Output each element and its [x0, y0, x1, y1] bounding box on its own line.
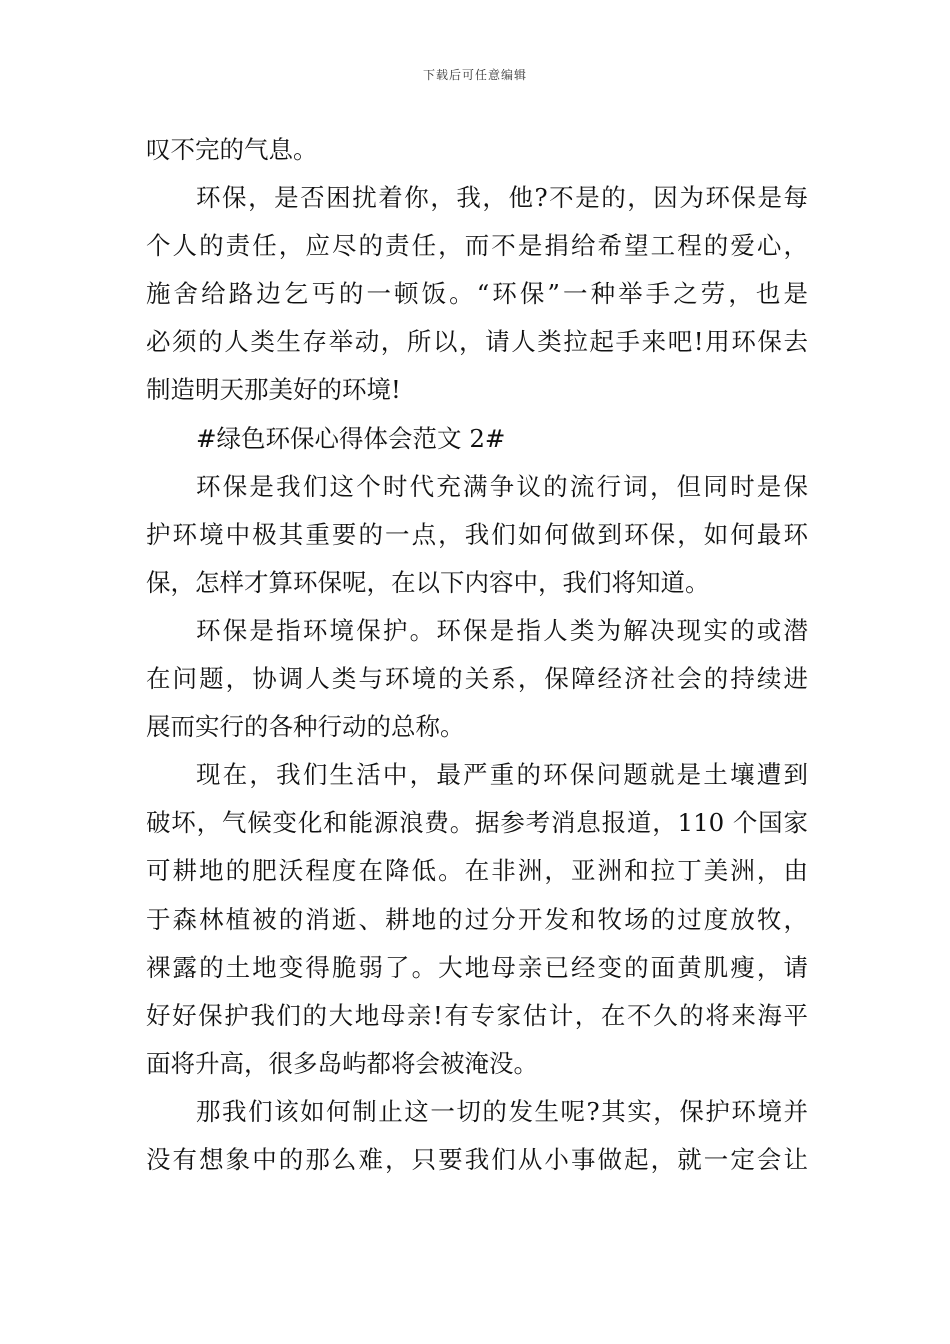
text-line: 可耕地的肥沃程度在降低。在非洲，亚洲和拉丁美洲，由: [146, 856, 808, 886]
text-line: 环保是我们这个时代充满争议的流行词，但同时是保: [196, 471, 808, 501]
text-line: 施舍给路边乞丐的一顿饭。“环保”一种举手之劳，也是: [146, 279, 808, 309]
text-line: 破坏，气候变化和能源浪费。据参考消息报道，110 个国家: [146, 808, 808, 838]
text-line: 制造明天那美好的环境!: [146, 375, 401, 405]
text-line: 没有想象中的那么难，只要我们从小事做起，就一定会让: [146, 1144, 808, 1174]
text-line: #绿色环保心得体会范文 2#: [196, 423, 506, 453]
text-line: 现在，我们生活中，最严重的环保问题就是土壤遭到: [196, 760, 808, 790]
page-header: 下载后可任意编辑: [422, 68, 527, 82]
text-line: 在问题，协调人类与环境的关系，保障经济社会的持续进: [146, 664, 808, 694]
text-line: 环保是指环境保护。环保是指人类为解决现实的或潜: [196, 615, 808, 645]
text-line: 保，怎样才算环保呢，在以下内容中，我们将知道。: [146, 567, 710, 597]
text-line: 个人的责任，应尽的责任，而不是捐给希望工程的爱心，: [146, 231, 808, 261]
body-text: [146, 126, 808, 1184]
text-line: 必须的人类生存举动，所以，请人类拉起手来吧!用环保去: [146, 327, 808, 357]
text-line: 展而实行的各种行动的总称。: [146, 712, 465, 742]
text-line: 于森林植被的消逝、耕地的过分开发和牧场的过度放牧，: [146, 904, 808, 934]
text-line: 环保，是否困扰着你，我，他?不是的，因为环保是每: [196, 183, 808, 213]
text-line: 裸露的土地变得脆弱了。大地母亲已经变的面黄肌瘦，请: [146, 952, 808, 982]
text-line: 那我们该如何制止这一切的发生呢?其实，保护环境并: [196, 1096, 808, 1126]
text-line: 好好保护我们的大地母亲!有专家估计，在不久的将来海平: [146, 1000, 808, 1030]
text-line: 叹不完的气息。: [146, 135, 318, 164]
text-line: 面将升高，很多岛屿都将会被淹没。: [146, 1048, 538, 1078]
text-line: 护环境中极其重要的一点，我们如何做到环保，如何最环: [146, 519, 808, 549]
